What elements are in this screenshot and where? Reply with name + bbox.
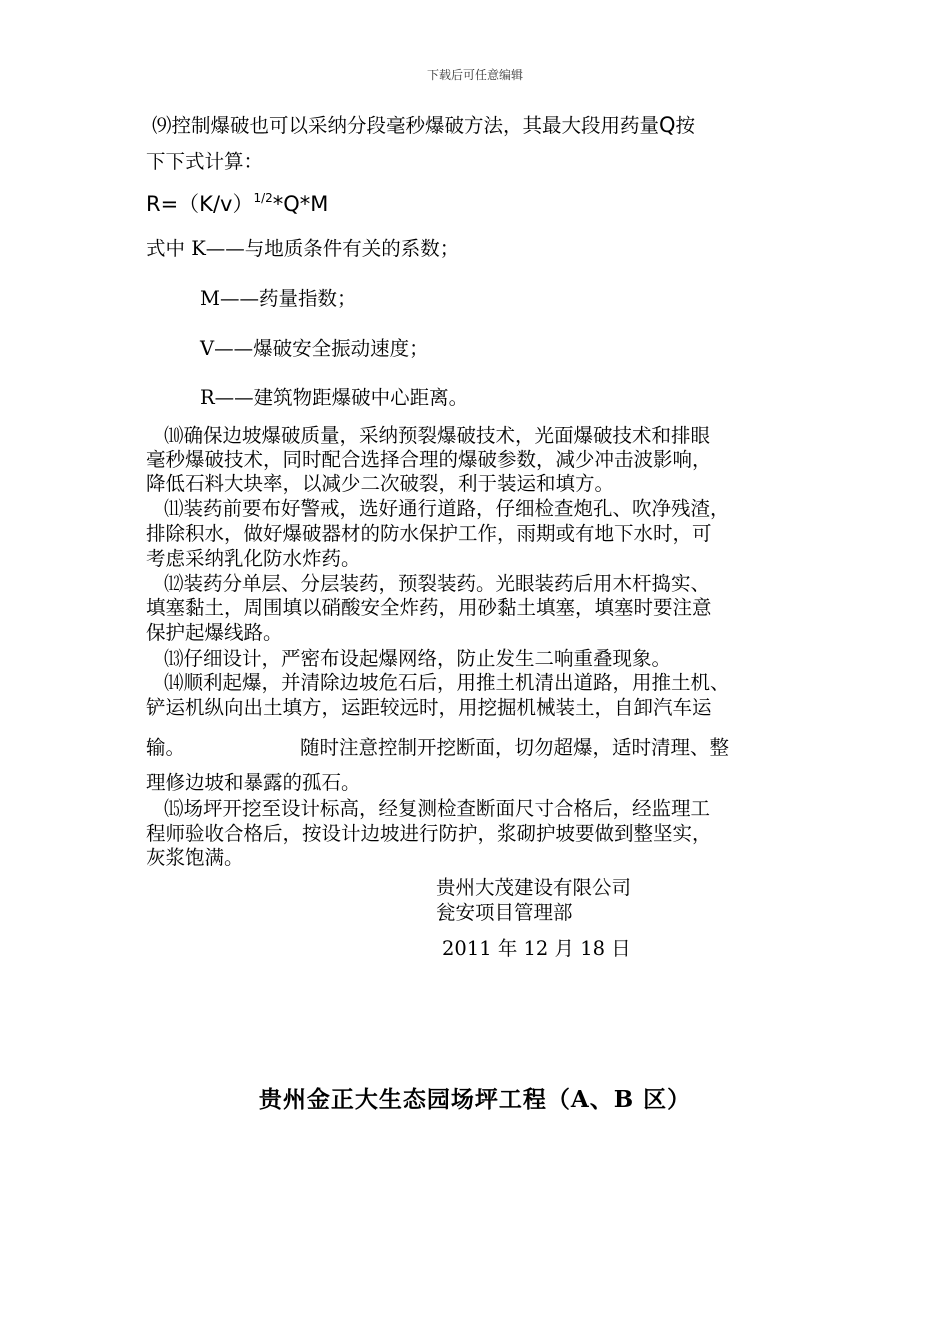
paragraph-14-line-1: ⒁顺利起爆，并清除边坡危石后，用推土机清出道路，用推土机、 bbox=[164, 671, 730, 694]
paragraph-10-line-1: ⑽确保边坡爆破质量，采纳预裂爆破技术，光面爆破技术和排眼 bbox=[164, 424, 711, 447]
paragraph-14-line-2: 铲运机纵向出土填方，运距较远时，用挖掘机械装土，自卸汽车运 bbox=[146, 696, 712, 719]
paragraph-15-line-2: 程师验收合格后，按设计边坡进行防护，浆砌护坡要做到整坚实， bbox=[146, 822, 712, 845]
paragraph-11-line-1: ⑾装药前要布好警戒，选好通行道路，仔细检查炮孔、吹净残渣， bbox=[164, 497, 730, 520]
paragraph-14-line-3-start: 输。 bbox=[146, 736, 186, 759]
legend-v: V——爆破安全振动速度； bbox=[200, 337, 429, 360]
paragraph-12-line-3: 保护起爆线路。 bbox=[146, 621, 283, 644]
paragraph-11-line-2: 排除积水，做好爆破器材的防水保护工作，雨期或有地下水时，可 bbox=[146, 522, 712, 545]
paragraph-14-line-3-rest: 随时注意控制开挖断面，切勿超爆，适时清理、整 bbox=[300, 736, 730, 759]
paragraph-12-line-1: ⑿装药分单层、分层装药，预裂装药。光眼装药后用木杆捣实、 bbox=[164, 572, 711, 595]
signature-date: 2011 年 12 月 18 日 bbox=[442, 937, 631, 960]
paragraph-15-line-3: 灰浆饱满。 bbox=[146, 846, 244, 869]
legend-k: 式中 K——与地质条件有关的系数； bbox=[146, 237, 460, 260]
paragraph-9-line-1: ⑼控制爆破也可以采纳分段毫秒爆破方法，其最大段用药量Q按 bbox=[152, 113, 696, 137]
formula: $R=(K/v)^{1/2}*Q*M$ bbox=[146, 191, 329, 216]
paragraph-15-line-1: ⒂场坪开挖至设计标高，经复测检查断面尺寸合格后，经监理工 bbox=[164, 797, 711, 820]
formula-exponent: 1/2 bbox=[253, 191, 273, 205]
legend-r: R——建筑物距爆破中心距离。 bbox=[200, 386, 469, 409]
paragraph-13: ⒀仔细设计，严密布设起爆网络，防止发生二响重叠现象。 bbox=[164, 647, 672, 670]
paragraph-10-line-3: 降低石料大块率，以减少二次破裂，利于装运和填方。 bbox=[146, 472, 615, 495]
legend-m: M——药量指数； bbox=[200, 287, 357, 310]
header-note: 下载后可任意编辑 bbox=[426, 68, 523, 82]
project-title: 贵州金正大生态园场坪工程（A、B 区） bbox=[258, 1086, 692, 1113]
paragraph-14-line-4: 理修边坡和暴露的孤石。 bbox=[146, 771, 361, 794]
paragraph-10-line-2: 毫秒爆破技术，同时配合选择合理的爆破参数，减少冲击波影响， bbox=[146, 448, 712, 471]
paragraph-9-line-2: 下下式计算： bbox=[146, 150, 264, 173]
paragraph-12-line-2: 填塞黏土，周围填以硝酸安全炸药，用砂黏土填塞，填塞时要注意 bbox=[146, 596, 712, 619]
signature-department: 瓮安项目管理部 bbox=[436, 901, 573, 924]
signature-company: 贵州大茂建设有限公司 bbox=[436, 876, 632, 899]
paragraph-11-line-3: 考虑采纳乳化防水炸药。 bbox=[146, 547, 361, 570]
q-symbol: Q bbox=[659, 113, 676, 137]
